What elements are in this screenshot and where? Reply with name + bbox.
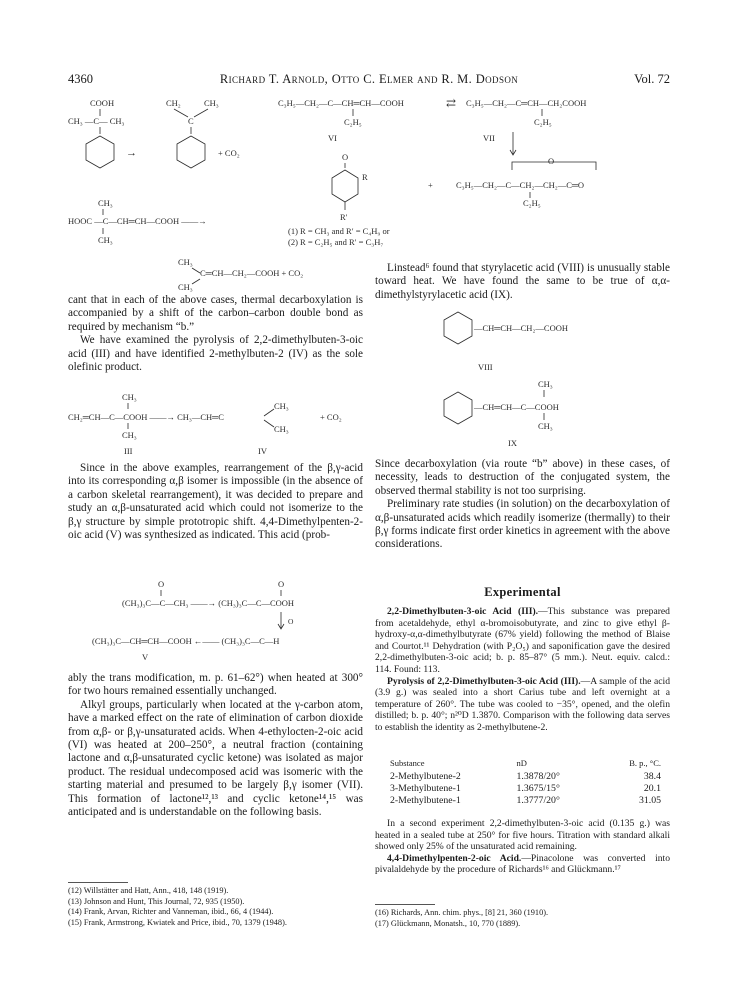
right-footnote-rule: [375, 904, 435, 905]
label-iii: III: [124, 446, 133, 456]
cell-nd: 1.3777/20°: [516, 795, 560, 807]
label-lactone-c2h5: C₂H₅: [523, 198, 541, 208]
label-ch3-c-ch3: CH₃ —C— CH₃: [68, 116, 125, 126]
label-plus: +: [428, 180, 433, 190]
label-v: V: [142, 652, 149, 662]
paragraph-alkyl-groups: Alkyl groups, particularly when located at the γ-carbon atom, have a marked effect on the rate of elimination of carbon dioxide from α,β- or β,γ-unsaturated acids. When 4-ethylocten-2-oic acid (VI) was heated at 200–250°, a neutral fraction (containing lactone and α,β-unsaturated cyclic ketone) was isolated as major product. The residual undecomposed acid was isomeric with the starting material and presumed to be largely β,γ isomer (VII). This formation of lactone¹²,¹³ and cyclic ketone¹⁴,¹⁵ was anticipated and is understandable on the following basis.: [68, 698, 363, 819]
scheme-synthesis-v: [92, 578, 362, 666]
paragraph-decarboxylation: Since decarboxylation (via route “b” above) in these cases, of necessity, leads to destruction of the conjugated system, the observed thermal stability is not too surprising.: [375, 458, 670, 497]
label-vii-c2h5: C₂H₅: [534, 117, 552, 127]
label-iii-formula: CH₂═CH—C—COOH ——→ CH₃—CH═C: [68, 412, 224, 422]
cell-bp: 38.4: [643, 771, 661, 782]
label-o3: O: [288, 617, 294, 626]
left-column-block-1: [68, 294, 363, 374]
left-footnote-rule: [68, 882, 128, 883]
paragraph-rate-studies: Preliminary rate studies (in solution) on the decarboxylation of α,β-unsaturated acids which readily isomerize (thermally) to their β,γ forms indicate first order kinetics in agreement with the above considerations.: [375, 498, 670, 551]
label-vii-formula: C₃H₅—CH₂—C═CH—CH₂COOH: [466, 98, 587, 108]
label-ix-ch3-top: CH₃: [538, 379, 553, 389]
exp-iii-body: —This substance was prepared from acetaldehyde, ethyl α-bromoisobutyrate, and zinc to give ethyl β-hydroxy-α,α-dimethylbutyrate (67% yield) following the method of Blaise and Courtot.¹¹ Dehydration (with P₂O₅) and saponification gave the desired 2,2-dimethylbuten-3-oic acid; b. p. 85–87° (5 mm.). Neut. equiv. calcd.: 114. Found: 113.: [375, 606, 670, 675]
cell-nd: 1.3878/20°: [516, 771, 560, 782]
left-column-block-3: [68, 672, 363, 819]
paragraph-rearrangement: Since in the above examples, rearrangement of the β,γ-acid into its corresponding α,β isomer is impossible (in the absence of a carbon skeletal rearrangement), it was decided to prepare and study an α,β-unsaturated acid which could not isomerize to the β,γ structure by simple prototropic shift. 4,4-Dimethylpenten-2-oic acid (V) was synthesized as indicated. This acid (prob-: [68, 462, 363, 542]
left-footnotes: [68, 886, 363, 928]
volume-number: Vol. 72: [634, 72, 670, 86]
label-viii-formula: —CH═CH—CH₂—COOH: [474, 323, 568, 333]
right-column-block-2: [375, 458, 670, 552]
footnote-14: (14) Frank, Arvan, Richter and Vanneman, ibid., 66, 4 (1944).: [68, 907, 274, 917]
footnote-15: (15) Frank, Armstrong, Kwiatek and Price, ibid., 70, 1379 (1948).: [68, 917, 287, 927]
left-column-block-2: [68, 462, 363, 542]
paragraph-exp-iii: [375, 606, 670, 676]
label-ch3-r1: CH₃: [274, 401, 289, 411]
col-bp: B. p., °C.: [629, 758, 661, 768]
properties-table: [388, 758, 663, 808]
note-1: (1) R = CH₃ and R′ = C₄H₉ or: [288, 226, 390, 236]
label-acid-line: HOOC —C—CH═CH—COOH ——→: [68, 216, 207, 226]
benzene-ring-1: [86, 136, 114, 168]
arrow-1: →: [126, 147, 137, 159]
section-title-experimental: Experimental: [484, 585, 561, 599]
exp-v-body: —Pinacolone was converted into pivalaldehyde by the procedure of Richards¹⁶ and Glückmann.¹⁷: [375, 852, 670, 876]
label-plus-co2: + CO₂: [320, 412, 342, 422]
paragraph-exp-pyrolysis: [375, 676, 670, 734]
cell-substance: 2-Methylbutene-1: [390, 795, 461, 807]
label-ix-formula: —CH═CH—C—COOH: [474, 402, 559, 412]
paragraph-second-experiment: In a second experiment 2,2-dimethylbuten-3-oic acid (0.135 g.) was heated in a sealed tube at 250° for five hours. Titration with standard alkali showed only 25% of the unsaturated acid remaining.: [375, 818, 670, 853]
bond-double-left: [174, 109, 188, 117]
label-ch3-bot: CH₃: [98, 235, 113, 245]
label-line-1: (CH₃)₃C—C—CH₃ ——→ (CH₃)₃C—C—COOH: [122, 598, 295, 608]
cell-nd: 1.3675/15°: [516, 783, 560, 795]
footnote-13: (13) Johnson and Hunt, This Journal, 72, 935 (1950).: [68, 896, 245, 906]
paragraph-linstead: Linstead⁶ found that styrylacetic acid (VIII) is unusually stable toward heat. We have found the same to be true of α,α-dimethylstyrylacetic acid (IX).: [375, 262, 670, 301]
scheme-dimethyl-product: [178, 256, 368, 296]
label-c: C: [188, 116, 194, 126]
label-o1: O: [158, 579, 165, 589]
label-ch3-bot: CH₃: [178, 282, 193, 292]
paragraph-exp-v: [375, 853, 670, 876]
label-viii: VIII: [478, 362, 493, 372]
cell-substance: 3-Methylbutene-1: [390, 783, 461, 795]
right-footnotes: [375, 908, 670, 929]
label-ch3-top: CH₃: [178, 257, 193, 267]
scheme-viii: [440, 308, 640, 374]
scheme-ix: [440, 378, 640, 450]
label-vi-formula: C₃H₅—CH₂—C—CH═CH—COOH: [278, 98, 404, 108]
table-row: [388, 783, 663, 795]
label-product-line: C═CH—CH₂—COOH + CO₂: [200, 268, 304, 278]
label-line-2: (CH₃)₃C—CH═CH—COOH ←—— (CH₃)₃C—C—H: [92, 636, 280, 646]
page-number: 4360: [68, 72, 93, 86]
label-ch3: CH₃: [204, 98, 219, 108]
scheme-decarboxylation-aromatic: [68, 96, 268, 196]
label-ch3-top: CH₃: [122, 392, 137, 402]
exp-pyrolysis-title: Pyrolysis of 2,2-Dimethylbuten-3-oic Acid (III).: [387, 675, 581, 687]
label-ch3-r2: CH₃: [274, 424, 289, 434]
bond-bottom: [192, 279, 200, 284]
col-substance: Substance: [390, 758, 425, 768]
label-ix-ch3-bot: CH₃: [538, 421, 553, 431]
cell-bp: 20.1: [643, 783, 661, 795]
label-plus-co2: + CO₂: [218, 148, 240, 158]
paragraph-mechanism-b: cant that in each of the above cases, thermal decarboxylation is accompanied by a shift of the carbon–carbon double bond as required by mechanism “b.”: [68, 294, 363, 333]
footnote-12: (12) Willstätter and Hatt, Ann., 418, 148 (1919).: [68, 886, 229, 895]
paragraph-pyrolysis-iii: We have examined the pyrolysis of 2,2-dimethylbuten-3-oic acid (III) and have identified 2-methylbuten-2 (IV) as the sole olefinic product.: [68, 334, 363, 374]
table-header-row: [388, 758, 663, 771]
label-ix: IX: [508, 438, 517, 448]
label-ch3-top: CH₃: [98, 198, 113, 208]
scheme-vi-vii-equilibrium: [278, 96, 678, 246]
author-line: Richard T. Arnold, Otto C. Elmer and R. M. Dodson: [219, 72, 519, 86]
label-ketone-o: O: [342, 152, 349, 162]
right-column-experimental-1: [375, 606, 670, 734]
cell-bp: 31.05: [638, 795, 661, 807]
ketone-ring: [332, 170, 358, 202]
scheme-dimethyl-acid: [68, 196, 278, 246]
right-column-experimental-2: [375, 818, 670, 876]
benzene-ring-ix: [444, 392, 472, 424]
label-lactone-formula: C₃H₅—CH₂—C—CH₂—CH₂—C═O: [456, 180, 585, 190]
label-vi-c2h5: C₂H₅: [344, 117, 362, 127]
label-cooh: COOH: [90, 98, 115, 108]
exp-iii-title: 2,2-Dimethylbuten-3-oic Acid (III).: [387, 606, 539, 617]
equilibrium-arrows: ⇄: [446, 96, 457, 110]
benzene-ring-2: [177, 136, 205, 168]
label-ketone-r-prime: R′: [340, 212, 348, 222]
note-2: (2) R = C₂H₅ and R′ = C₃H₇: [288, 237, 384, 247]
col-nd: nD: [516, 758, 527, 768]
scheme-iii-to-iv: [68, 390, 368, 458]
exp-v-title: 4,4-Dimethylpenten-2-oic Acid.: [387, 852, 522, 864]
footnote-16: (16) Richards, Ann. chim. phys., [8] 21, 360 (1910).: [375, 908, 549, 917]
table-row: [388, 771, 663, 783]
table-row: [388, 795, 663, 807]
footnote-17: (17) Glückmann, Monatsh., 10, 770 (1889).: [375, 918, 521, 928]
right-column-block-1: [375, 262, 670, 302]
exp-pyrolysis-body: —A sample of the acid (3.9 g.) was sealed into a short Carius tube and left overnight at a temperature of 260°. The tube was cooled to −35°, opened, and the olefin distilled; b. p. 40°; n²⁰D 1.3870. Comparison with the following data serves to establish the identity as 2-methylbutene-2.: [375, 675, 670, 733]
running-header: [68, 72, 670, 88]
label-vi: VI: [328, 133, 337, 143]
label-vii: VII: [483, 133, 495, 143]
label-lactone-o: O: [548, 156, 555, 166]
label-iv: IV: [258, 446, 267, 456]
bond-top: [192, 268, 200, 273]
label-ch3-bot: CH₃: [122, 430, 137, 440]
cell-substance: 2-Methylbutene-2: [390, 771, 461, 782]
bond-iv-down: [264, 420, 274, 427]
bond-right: [194, 109, 208, 117]
label-o2: O: [278, 579, 285, 589]
bond-iv-up: [264, 409, 274, 416]
label-ketone-r: R: [362, 172, 368, 182]
benzene-ring-viii: [444, 312, 472, 344]
paragraph-trans-modification: ably the trans modification, m. p. 61–62°) when heated at 300° for two hours remained essentially unchanged.: [68, 672, 363, 698]
label-ch2: CH₂: [166, 98, 181, 108]
